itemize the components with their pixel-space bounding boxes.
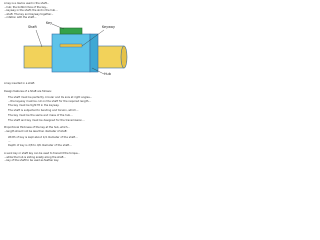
hub-face-shape (90, 34, 98, 72)
list-item: • ...the keyway must be cut on the shaft for the required length... (8, 100, 145, 103)
key-label: Key (46, 21, 53, 25)
intro-line: ...shaft. The key and keyway together... (4, 12, 54, 16)
paragraph-line: ...while the hub is sliding axially along the shaft... (4, 155, 66, 159)
list-item: • Depth of key is d/8 to d/6 diameter of the shaft... (8, 144, 145, 147)
key-leader (52, 24, 64, 29)
shaft-leader (36, 30, 42, 47)
intro-line: ...hub; the bottom face of the key... (4, 5, 48, 9)
paragraph-line: ...length should not be less than diameter of shaft: (4, 129, 68, 133)
list-item: • The key must be the same and mass of the hub... (8, 114, 145, 117)
list-item: • Width of key is kept about 1/4 diameter of the shaft... (8, 136, 145, 139)
key-shaft-diagram (22, 20, 128, 76)
paragraph-line: Proportional thickness of the key at the hub, which... (4, 126, 70, 129)
keyway-shape (60, 44, 82, 47)
keyway-label: Keyway (102, 25, 116, 29)
figure-caption: A key inserted in a shaft. (4, 82, 36, 85)
section-title: Design features of a Shaft are follows: (4, 90, 52, 93)
hub-shape (52, 34, 90, 72)
list-item: • ... (8, 140, 145, 143)
hub-label: Hub (104, 72, 111, 76)
intro-line: A key is a device used in the shaft... (4, 2, 49, 5)
shaft-label: Shaft (28, 25, 37, 29)
list-item: • The key must be tight fit in the keyway. (8, 104, 145, 107)
list-item: • The shaft is subjected to bending and torsion, which... (8, 109, 145, 112)
paragraph-line: ...key of the shaft to be used as feather key. (4, 159, 59, 162)
intro-line: ...keyway in the shaft; the slot in the hub... (4, 9, 58, 12)
shaft-end-shape (121, 46, 127, 68)
list-item: • The shaft must be perfectly circular and its axis at right angles... (8, 96, 145, 99)
list-item: • The shaft and key must be designed for the transmission... (8, 119, 145, 122)
intro-line: ...rotation with the shaft... (4, 16, 37, 19)
paragraph-line: A sunk key or shaft key can be used to transmit the torque... (4, 152, 80, 155)
